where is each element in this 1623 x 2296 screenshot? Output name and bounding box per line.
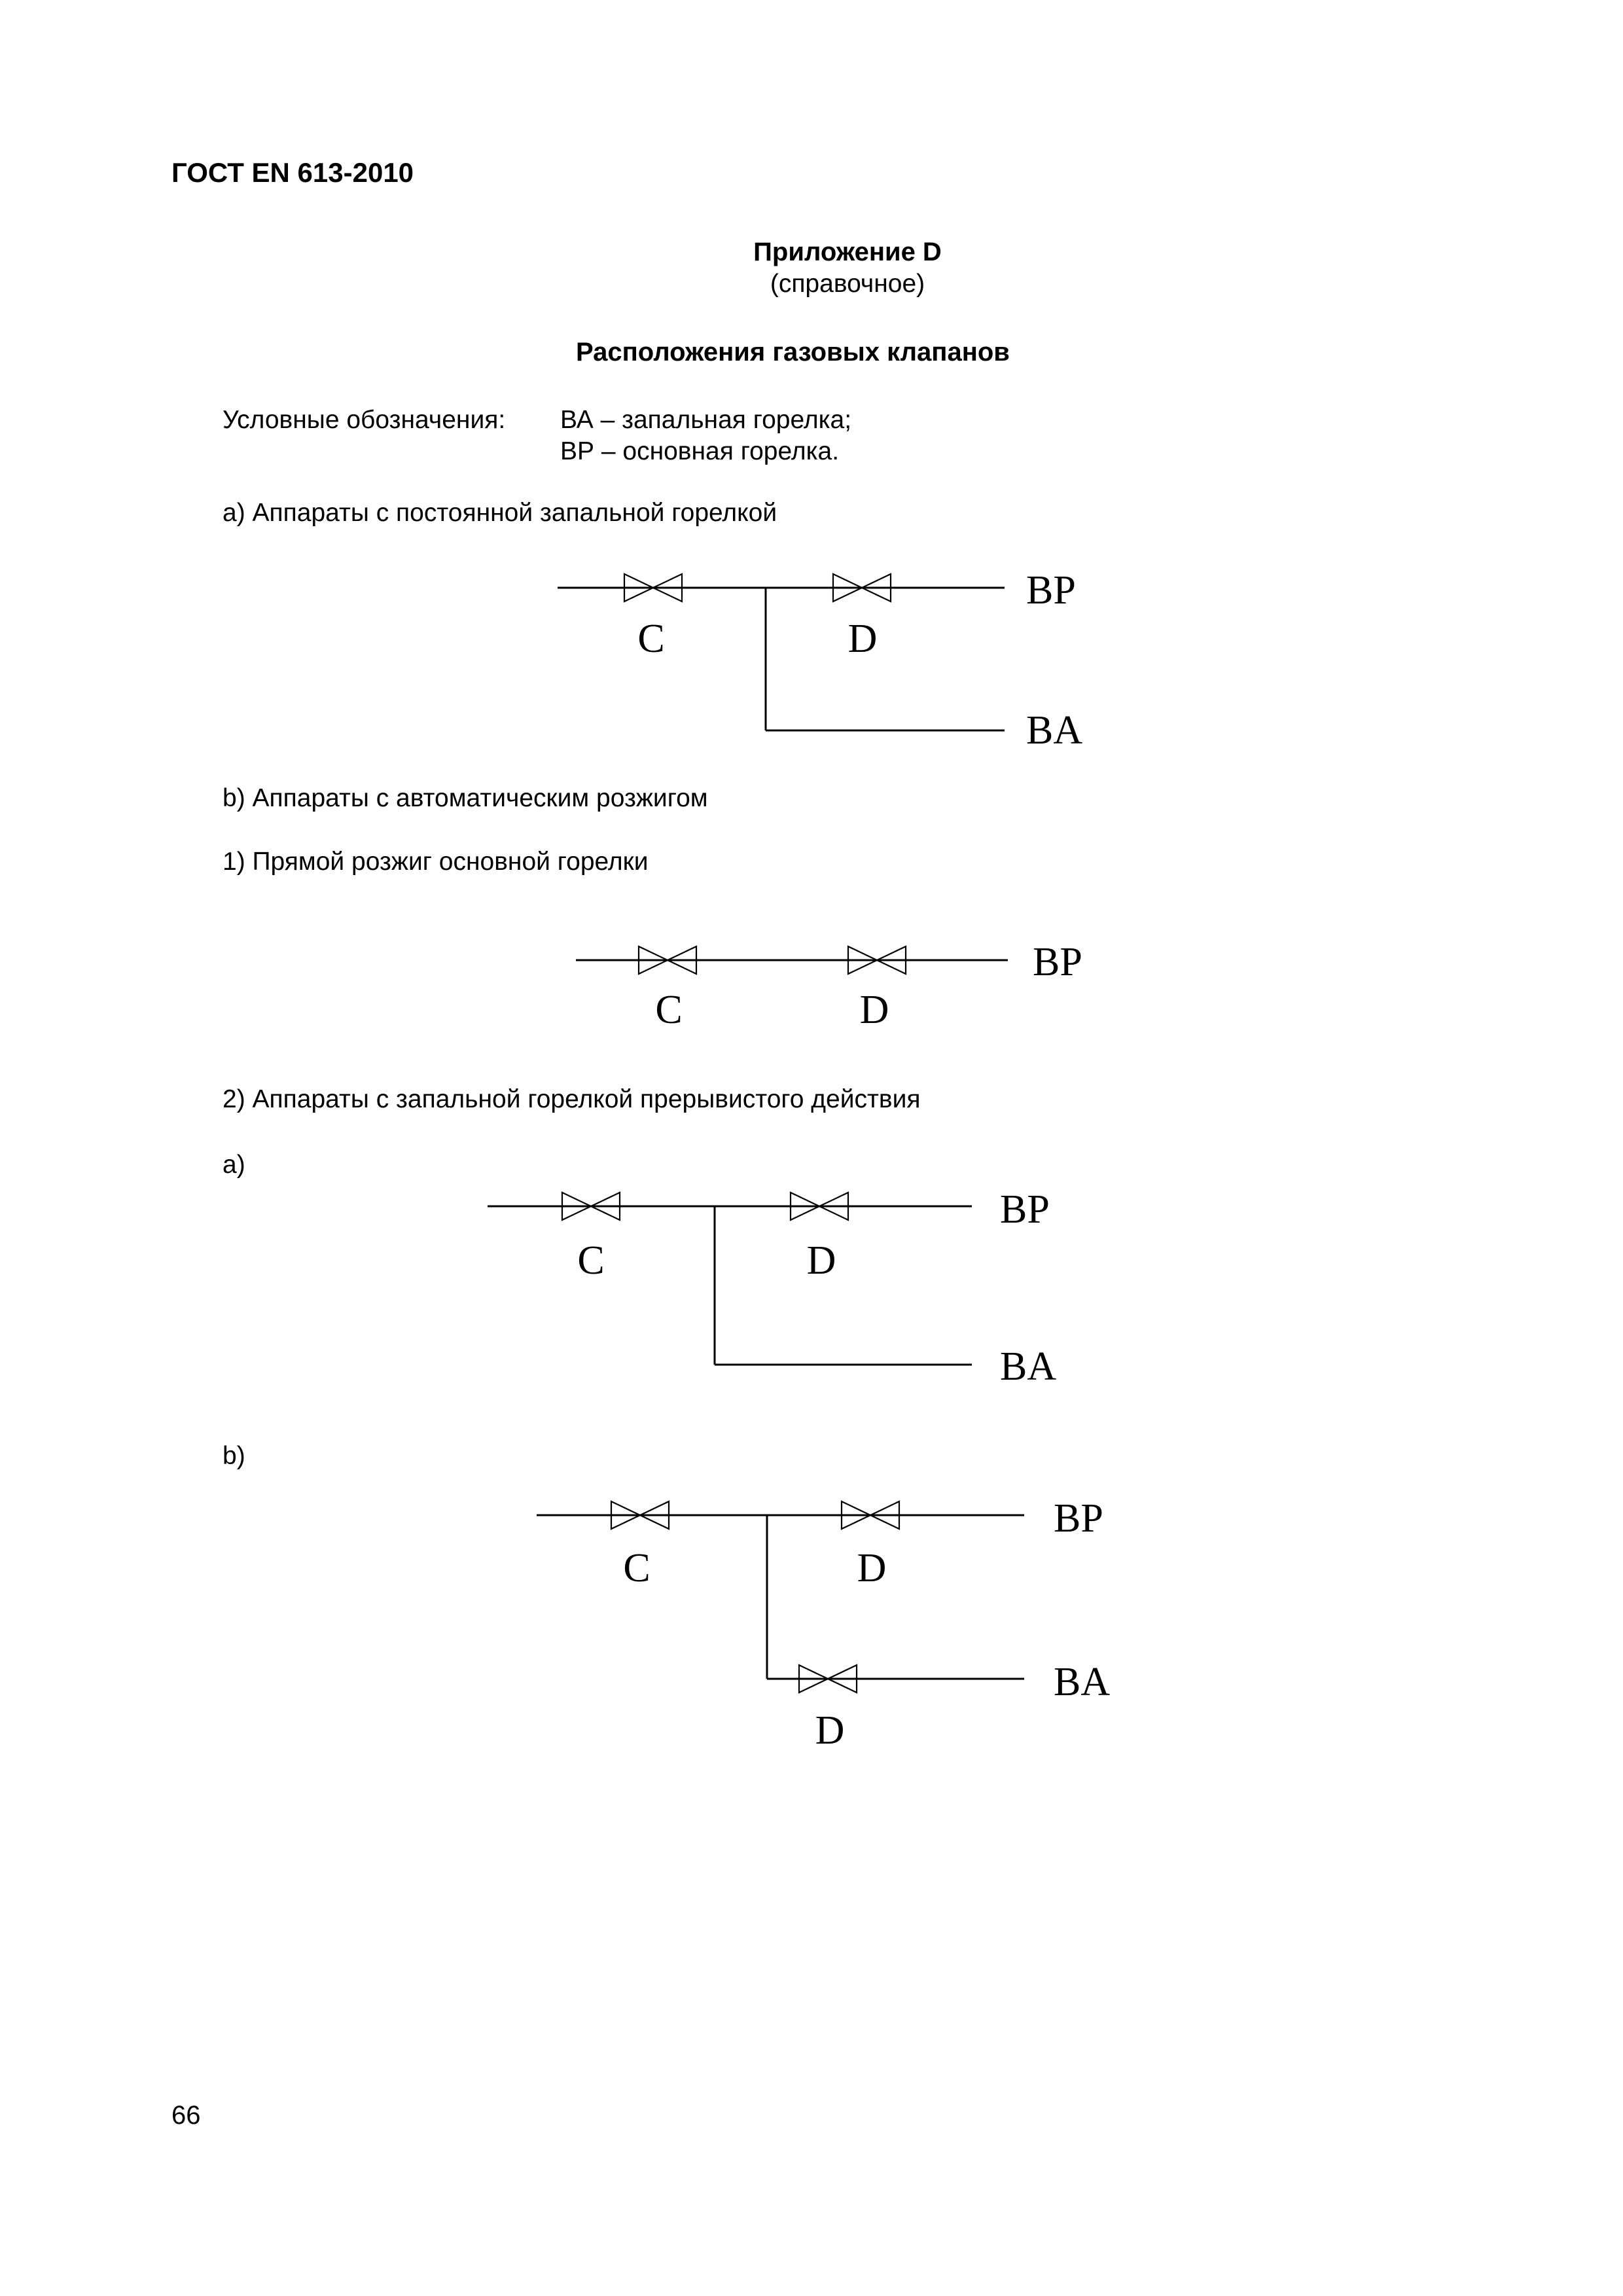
- diagram-direct-ignition: [576, 940, 1082, 1032]
- main-burner-label: BP: [1033, 940, 1082, 984]
- document-code: ГОСТ EN 613-2010: [171, 157, 414, 188]
- annex-subtitle: (справочное): [770, 270, 925, 298]
- pilot-burner-label: BA: [1054, 1660, 1111, 1704]
- main-burner-label: BP: [1000, 1187, 1050, 1232]
- valve-d-label: D: [806, 1238, 836, 1283]
- section-b2-caption: 2) Аппараты с запальной горелкой прерывистого действия: [223, 1085, 921, 1113]
- valve-c-label: C: [637, 617, 665, 661]
- valve-d-symbol: [848, 946, 906, 974]
- valve-c-label: C: [655, 988, 683, 1032]
- valve-c-symbol: [639, 946, 696, 974]
- main-burner-label: BP: [1026, 568, 1076, 613]
- section-b2a-caption: а): [223, 1151, 245, 1179]
- section-b1-caption: 1) Прямой розжиг основной горелки: [223, 848, 649, 876]
- legend-label: Условные обозначения:: [223, 406, 506, 434]
- section-a-caption: а) Аппараты с постоянной запальной горелкой: [223, 499, 777, 527]
- valve-d-symbol: [791, 1193, 848, 1220]
- legend-item-ba: ВА – запальная горелка;: [560, 406, 852, 434]
- valve-c-symbol: [611, 1501, 669, 1529]
- valve-d-symbol: [842, 1501, 899, 1529]
- valve-c-label: C: [577, 1238, 605, 1283]
- pilot-burner-label: BA: [1000, 1344, 1057, 1389]
- section-b2b-caption: b): [223, 1442, 245, 1470]
- annex-heading: Расположения газовых клапанов: [576, 338, 1010, 367]
- page-number: 66: [171, 2101, 201, 2130]
- valve-c-label: C: [623, 1546, 651, 1590]
- valve-c-symbol: [562, 1193, 620, 1220]
- diagram-permanent-pilot: [558, 568, 1082, 753]
- pilot-valve-d-label: D: [815, 1708, 845, 1753]
- diagram-intermittent-pilot-a: [488, 1187, 1056, 1389]
- main-burner-label: BP: [1054, 1496, 1103, 1541]
- valve-d-symbol: [833, 574, 891, 601]
- pilot-burner-label: BA: [1026, 708, 1083, 753]
- pilot-valve-d-symbol: [799, 1665, 857, 1693]
- valve-d-label: D: [859, 988, 889, 1032]
- valve-c-symbol: [624, 574, 682, 601]
- diagram-intermittent-pilot-b: [537, 1496, 1110, 1753]
- valve-d-label: D: [857, 1546, 887, 1590]
- section-b-caption: b) Аппараты с автоматическим розжигом: [223, 784, 708, 812]
- valve-d-label: D: [847, 617, 878, 661]
- annex-title: Приложение D: [753, 238, 942, 266]
- legend-item-bp: ВР – основная горелка.: [560, 437, 840, 465]
